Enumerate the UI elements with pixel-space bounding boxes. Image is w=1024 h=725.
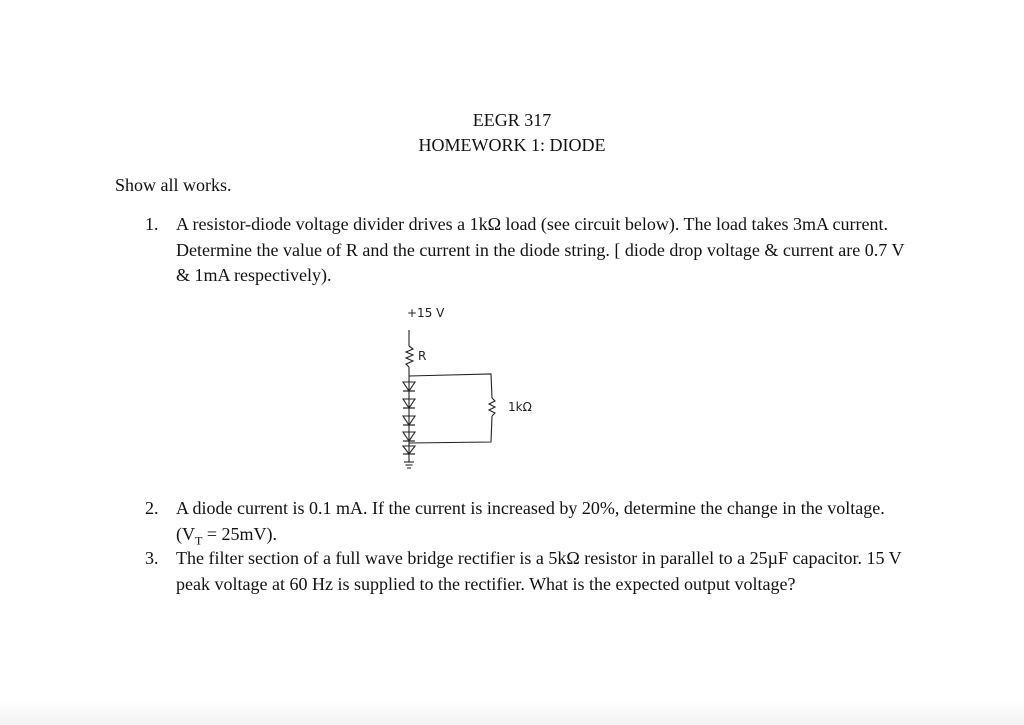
- ground-symbol: [404, 462, 414, 468]
- supply-label: +15 V: [407, 306, 445, 320]
- homework-title: HOMEWORK 1: DIODE: [418, 135, 606, 155]
- problem-2: [145, 496, 915, 554]
- load-bottom-wire: [409, 416, 492, 443]
- problem-2-subscript: T: [195, 533, 203, 548]
- course-title: EEGR 317: [472, 110, 552, 130]
- problem-3-number: 3.: [145, 548, 159, 568]
- problem-1-number: 1.: [145, 214, 159, 234]
- instruction-text: Show all works.: [115, 175, 232, 195]
- circuit-diagram: [395, 298, 565, 478]
- load-label: 1kΩ: [508, 400, 532, 414]
- resistor-r: [406, 346, 413, 367]
- load-top-wire: [409, 374, 492, 398]
- problem-2-text: [176, 496, 915, 554]
- problem-1-text: A resistor-diode voltage divider drives a 1kΩ load (see circuit below). The load takes 3mA current. Determine the value of R and the current in the diode string. [ diode drop voltage & current are 0.7 V & 1mA respectively).: [176, 214, 905, 285]
- page-bottom-shade: [0, 700, 1024, 725]
- problem-1: [145, 212, 915, 289]
- problem-3: [145, 546, 915, 597]
- problem-2-number: 2.: [145, 498, 159, 518]
- problem-2-text-part2: = 25mV).: [202, 523, 277, 544]
- problem-2-text-part1: A diode current is 0.1 mA. If the current is increased by 20%, determine the change in the voltage. (V: [176, 498, 885, 544]
- load-resistor: [489, 398, 495, 416]
- problem-3-text: The filter section of a full wave bridge rectifier is a 5kΩ resistor in parallel to a 25µF capacitor. 15 V peak voltage at 60 Hz is supplied to the rectifier. What is the expected output voltage?: [176, 548, 902, 594]
- resistor-label: R: [418, 349, 427, 363]
